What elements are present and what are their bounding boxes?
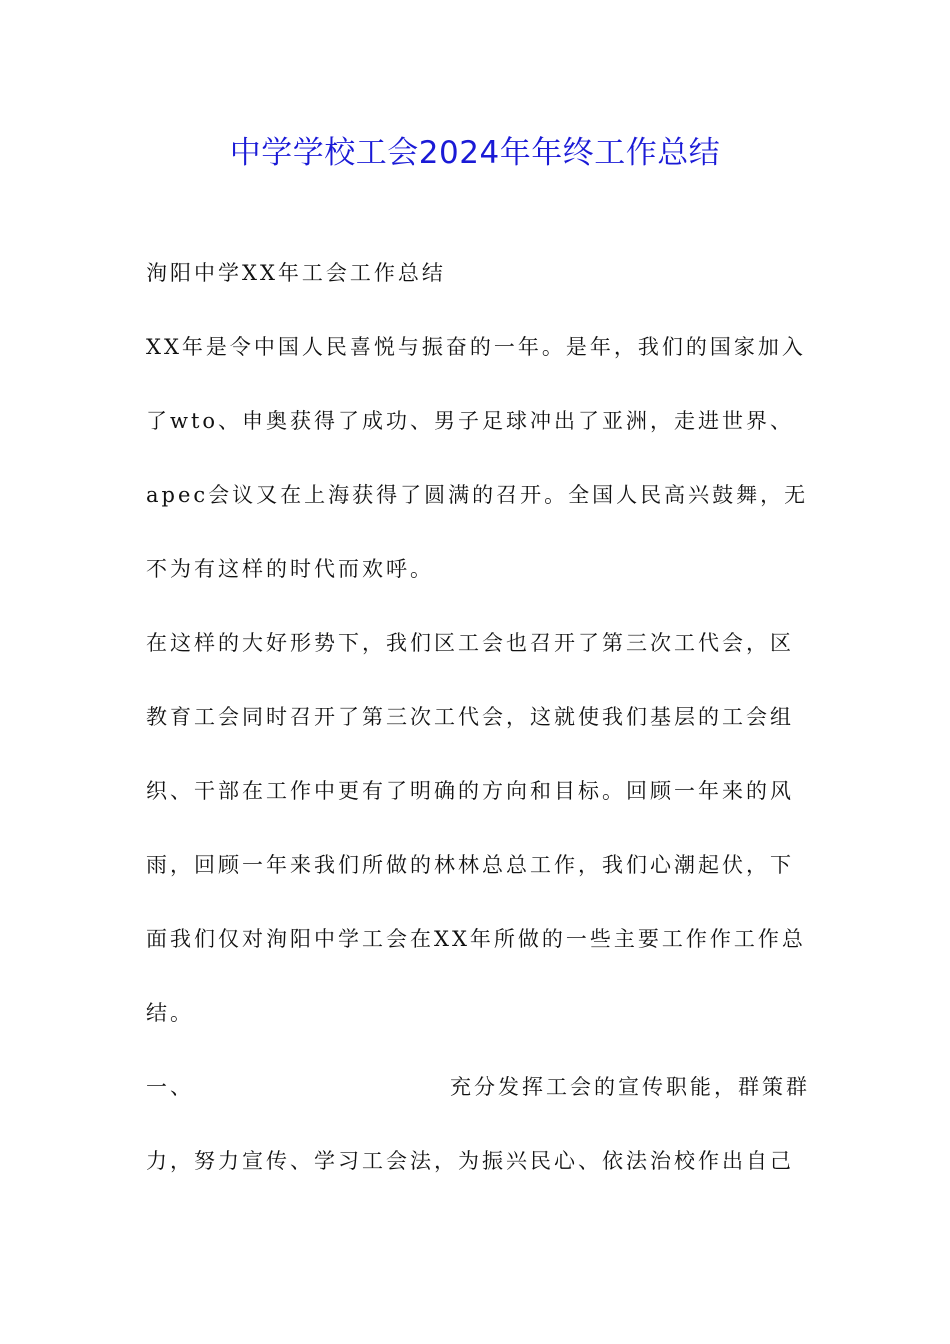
section-1-heading	[146, 1050, 810, 1124]
paragraph-2-line: 教育工会同时召开了第三次工代会，这就使我们基层的工会组	[146, 705, 794, 729]
paragraph-1-line: apec会议又在上海获得了圆满的召开。全国人民高兴鼓舞，无	[146, 483, 809, 507]
paragraph-2-line: 面我们仅对洵阳中学工会在XX年所做的一些主要工作作工作总	[146, 927, 806, 951]
section-1-number: 一、	[146, 1075, 194, 1099]
section-1-continuation: 力，努力宣传、学习工会法，为振兴民心、依法治校作出自己	[146, 1149, 794, 1173]
document-subtitle: 洵阳中学XX年工会工作总结	[146, 261, 446, 285]
paragraph-1-line: XX年是令中国人民喜悦与振奋的一年。是年，我们的国家加入	[146, 335, 806, 359]
paragraph-2-line: 雨，回顾一年来我们所做的林林总总工作，我们心潮起伏，下	[146, 853, 794, 877]
paragraph-1-line: 了wto、申奥获得了成功、男子足球冲出了亚洲，走进世界、	[146, 409, 795, 433]
section-1-heading-text: 充分发挥工会的宣传职能，群策群	[450, 1075, 810, 1099]
paragraph-2-line: 结。	[146, 1001, 194, 1025]
document-body	[146, 236, 810, 1198]
document-title: 中学学校工会2024年年终工作总结	[229, 135, 721, 171]
paragraph-1-line: 不为有这样的时代而欢呼。	[146, 557, 434, 581]
paragraph-2-line: 在这样的大好形势下，我们区工会也召开了第三次工代会，区	[146, 631, 794, 655]
paragraph-2-line: 织、干部在工作中更有了明确的方向和目标。回顾一年来的风	[146, 779, 794, 803]
